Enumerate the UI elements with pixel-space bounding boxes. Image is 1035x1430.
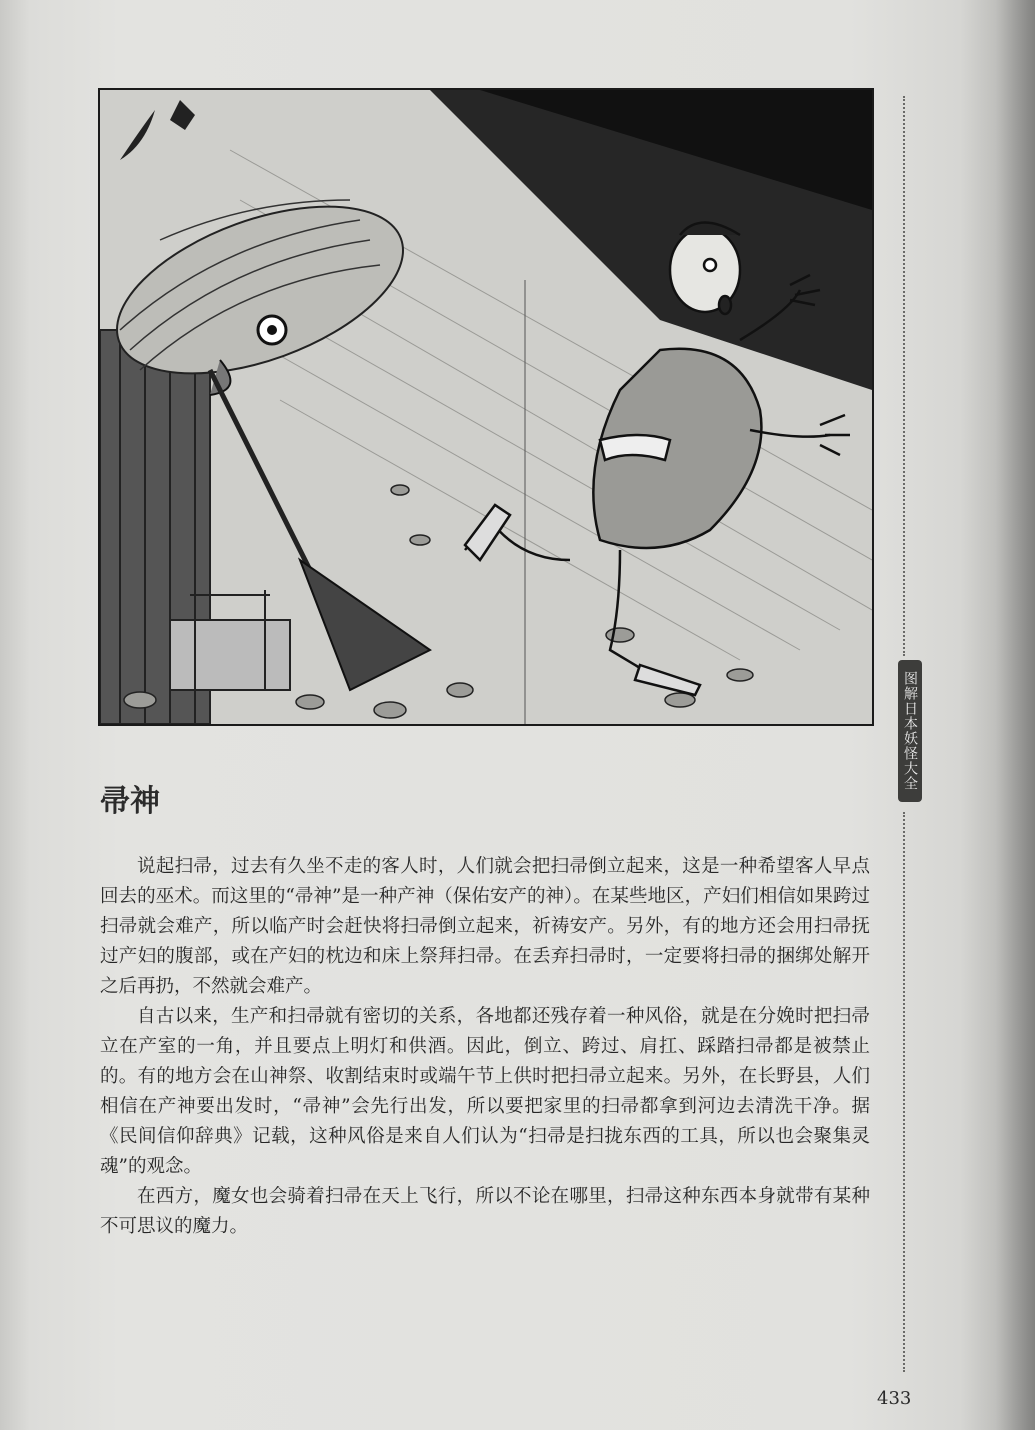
paragraph-2: 自古以来，生产和扫帚就有密切的关系，各地都还残存着一种风俗，就是在分娩时把扫帚立在产室的一角，并且要点上明灯和供酒。因此，倒立、跨过、肩扛、踩踏扫帚都是被禁止的。有的地方会在山神祭、收割结束时或端午节上供时把扫帚立起来。另外，在长野县，人们相信在产神要出发时，“帚神”会先行出发，所以要把家里的扫帚都拿到河边去清洗干净。据《民间信仰辞典》记载，这种风俗是来自人们认为“扫帚是扫拢东西的工具，所以也会聚集灵魂”的观念。: [100, 1006, 870, 1177]
page-number: 433: [877, 1388, 912, 1409]
margin-dotted-rule-upper: [903, 96, 905, 656]
book-title-tab-label: 图解日本妖怪大全: [902, 671, 918, 791]
article-title: 帚神: [100, 784, 160, 819]
paragraph-3: 在西方，魔女也会骑着扫帚在天上飞行，所以不论在哪里，扫帚这种东西本身就带有某种不可思议的魔力。: [100, 1186, 870, 1237]
article-body: [100, 852, 870, 1242]
margin-dotted-rule-lower: [903, 812, 905, 1372]
paragraph-1: 说起扫帚，过去有久坐不走的客人时，人们就会把扫帚倒立起来，这是一种希望客人早点回去的巫术。而这里的“帚神”是一种产神（保佑安产的神）。在某些地区，产妇们相信如果跨过扫帚就会难产，所以临产时会赶快将扫帚倒立起来，祈祷安产。另外，有的地方还会用扫帚抚过产妇的腹部，或在产妇的枕边和床上祭拜扫帚。在丢弃扫帚时，一定要将扫帚的捆绑处解开之后再扔，不然就会难产。: [100, 856, 870, 997]
book-title-tab: [898, 660, 922, 802]
page-edge-shadow: [995, 0, 1035, 1430]
illustration-drawing: [100, 90, 872, 724]
hahakigami-illustration: [98, 88, 874, 726]
